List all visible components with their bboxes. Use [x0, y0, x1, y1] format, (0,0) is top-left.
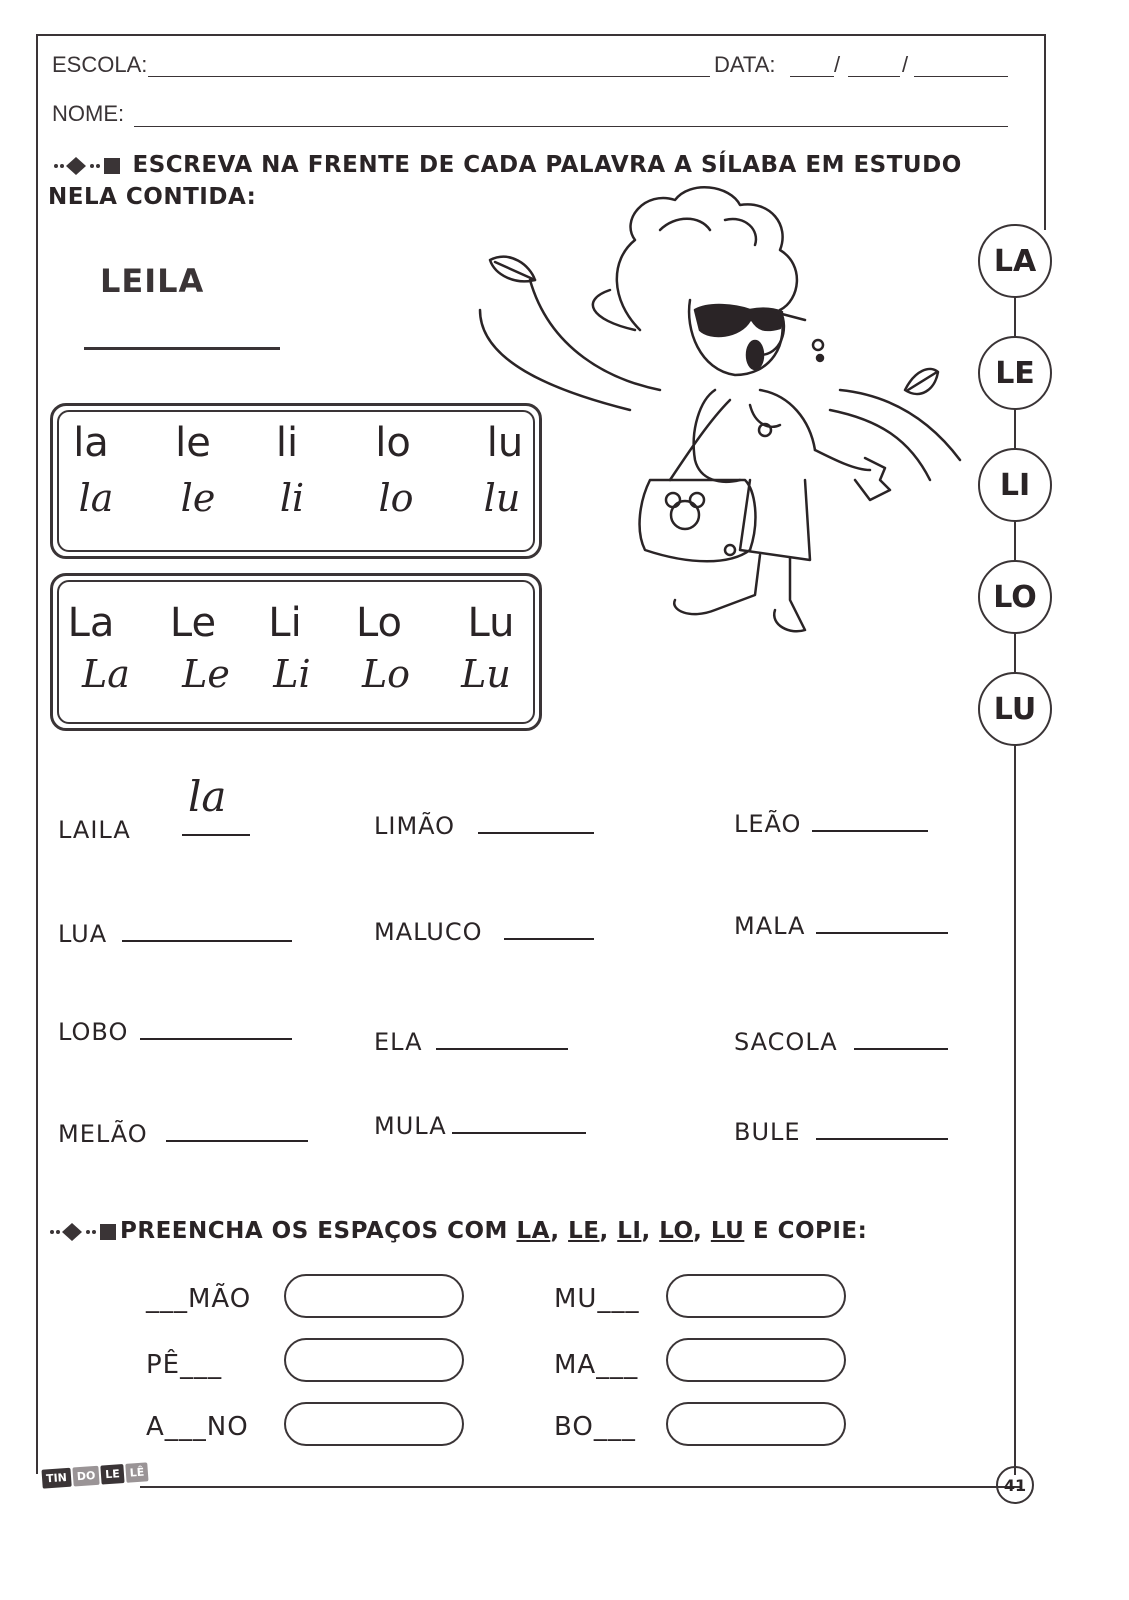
answer-line[interactable] [436, 1048, 568, 1050]
copy-box[interactable] [284, 1338, 464, 1382]
instruction-2-sep: , [550, 1218, 569, 1244]
featured-name-answer-line[interactable] [84, 347, 280, 350]
syllable-cursive: li [279, 476, 305, 520]
diamond-bullet-icon [48, 1220, 120, 1244]
side-syllable-badge: LO [978, 560, 1052, 634]
word-part: PÊ [146, 1350, 181, 1380]
date-year-field[interactable] [914, 76, 1008, 77]
word-part: BO [554, 1412, 594, 1442]
syllable-rail-line [1014, 225, 1016, 1475]
instruction-2-syllable: LA [516, 1218, 551, 1244]
syllable-cursive: Le [182, 652, 230, 696]
syllable-cursive: Lu [461, 652, 511, 696]
name-field[interactable] [134, 126, 1008, 127]
blank[interactable]: ___ [593, 1412, 636, 1442]
date-separator: / [902, 52, 909, 77]
fill-blank-word [554, 1412, 636, 1442]
instruction-2-sep: , [693, 1218, 711, 1244]
word-part: NO [206, 1412, 249, 1442]
syllable-print: le [175, 420, 211, 466]
syllable-cursive: lo [378, 476, 414, 520]
fill-blank-word [554, 1350, 638, 1380]
instruction-2-syllable: LU [710, 1218, 745, 1244]
diamond-bullet-icon [52, 154, 124, 178]
blank[interactable]: ___ [597, 1284, 640, 1314]
fill-blank-word [146, 1284, 251, 1314]
instruction-2-syllable: LE [568, 1218, 600, 1244]
school-field[interactable] [148, 76, 710, 77]
fill-blank-word [146, 1350, 222, 1380]
exercise-word: LIMÃO [374, 812, 456, 840]
exercise-word: MALA [734, 912, 806, 940]
side-syllable-badge: LU [978, 672, 1052, 746]
syllable-cursive: La [82, 652, 130, 696]
date-label: DATA: [714, 52, 776, 77]
blank[interactable]: ___ [180, 1350, 223, 1380]
side-syllable-badge: LE [978, 336, 1052, 410]
side-syllable-badge: LI [978, 448, 1052, 522]
syllable-print: Li [268, 600, 302, 646]
logo-part: TIN [41, 1468, 71, 1489]
answer-line[interactable] [504, 938, 594, 940]
answer-line[interactable] [182, 834, 250, 836]
answer-line[interactable] [816, 932, 948, 934]
exercise-word: MELÃO [58, 1120, 148, 1148]
logo-part: DO [72, 1466, 100, 1487]
school-label: ESCOLA: [52, 52, 148, 77]
instruction-2-suffix: E COPIE: [744, 1218, 868, 1244]
blank[interactable]: ___ [164, 1412, 207, 1442]
instruction-2-prefix: PREENCHA OS ESPAÇOS COM [120, 1218, 517, 1244]
instruction-2-sep: , [641, 1218, 660, 1244]
instruction-2-syllable: LO [659, 1218, 694, 1244]
instruction-2 [48, 1218, 867, 1244]
exercise-answer-filled: la [188, 772, 227, 821]
logo-part: LE [101, 1464, 125, 1485]
syllable-print: la [73, 420, 109, 466]
exercise-word: LOBO [58, 1018, 129, 1046]
date-day-field[interactable] [790, 76, 834, 77]
syllable-print: La [67, 600, 115, 646]
instruction-1-line1: ESCREVA NA FRENTE DE CADA PALAVRA A SÍLABA EM ESTUDO [132, 152, 962, 178]
page-frame-top [36, 34, 1046, 36]
syllable-cursive: le [180, 476, 216, 520]
syllable-print: lo [375, 420, 411, 466]
syllable-print: lu [486, 420, 524, 466]
instruction-2-sep: , [599, 1218, 618, 1244]
page-frame-right [1044, 34, 1046, 230]
exercise-word: MALUCO [374, 918, 483, 946]
answer-line[interactable] [140, 1038, 292, 1040]
copy-box[interactable] [284, 1402, 464, 1446]
exercise-word: BULE [734, 1118, 801, 1146]
syllable-cursive: lu [483, 476, 521, 520]
answer-line[interactable] [122, 940, 292, 942]
exercise-word: ELA [374, 1028, 423, 1056]
blank[interactable]: ___ [596, 1350, 639, 1380]
copy-box[interactable] [284, 1274, 464, 1318]
syllable-cursive: Lo [361, 652, 411, 696]
copy-box[interactable] [666, 1274, 846, 1318]
syllable-print: Lo [355, 600, 403, 646]
syllable-print: li [275, 420, 299, 466]
word-part: MU [554, 1284, 598, 1314]
copy-box[interactable] [666, 1338, 846, 1382]
answer-line[interactable] [812, 830, 928, 832]
fill-blank-word [146, 1412, 249, 1442]
syllable-print: Le [169, 600, 217, 646]
exercise-word: LUA [58, 920, 108, 948]
instruction-2-syllable: LI [617, 1218, 642, 1244]
copy-box[interactable] [666, 1402, 846, 1446]
logo-part: LÊ [125, 1462, 149, 1483]
exercise-word: SACOLA [734, 1028, 838, 1056]
girl-with-bag-illustration [460, 180, 980, 640]
syllable-cursive: la [78, 476, 114, 520]
fill-blank-word [554, 1284, 639, 1314]
exercise-word: LAILA [58, 816, 131, 844]
date-month-field[interactable] [848, 76, 900, 77]
instruction-1-line2: NELA CONTIDA: [48, 184, 257, 210]
answer-line[interactable] [478, 832, 594, 834]
answer-line[interactable] [854, 1048, 948, 1050]
book-logo [41, 1462, 148, 1488]
word-part: A [146, 1412, 165, 1442]
word-part: MA [554, 1350, 597, 1380]
name-label: NOME: [52, 101, 125, 126]
answer-line[interactable] [816, 1138, 948, 1140]
exercise-word: LEÃO [734, 810, 802, 838]
syllable-cursive: Li [273, 652, 311, 696]
page-number: 41 [996, 1466, 1034, 1504]
word-part: MÃO [188, 1284, 252, 1314]
blank[interactable]: ___ [146, 1284, 188, 1314]
instruction-1 [52, 152, 962, 178]
featured-name: LEILA [100, 262, 205, 300]
answer-line[interactable] [452, 1132, 586, 1134]
exercise-word: MULA [374, 1112, 447, 1140]
answer-line[interactable] [166, 1140, 308, 1142]
date-separator: / [834, 52, 841, 77]
page-frame-left [36, 34, 38, 1474]
page-frame-bottom [140, 1486, 1020, 1488]
syllable-print: Lu [467, 600, 515, 646]
side-syllable-badge: LA [978, 224, 1052, 298]
